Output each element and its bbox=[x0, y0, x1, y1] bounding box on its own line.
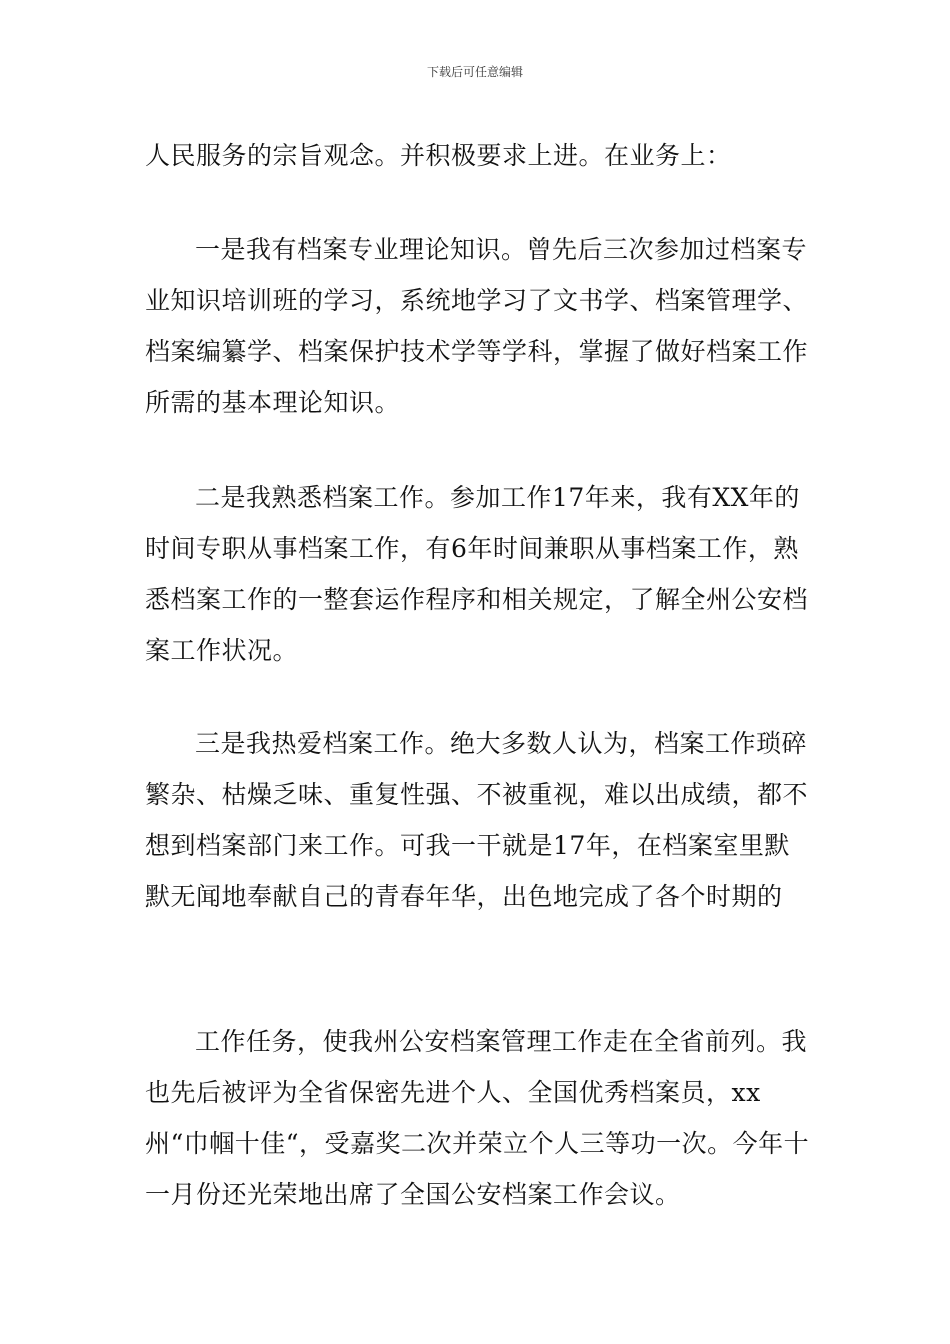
paragraph-familiar-work: 二是我熟悉档案工作。参加工作17年来，我有XX年的时间专职从事档案工作，有6年时间兼职从事档案工作，熟悉档案工作的一整套运作程序和相关规定，了解全州公安档案工作状况。 bbox=[145, 483, 809, 665]
paragraph-professional-knowledge: 一是我有档案专业理论知识。曾先后三次参加过档案专业知识培训班的学习，系统地学习了文书学、档案管理学、档案编纂学、档案保护技术学等学科，掌握了做好档案工作所需的基本理论知识。 bbox=[145, 235, 809, 417]
page-header: 下载后可任意编辑 bbox=[426, 65, 523, 79]
paragraph-continuation: 人民服务的宗旨观念。并积极要求上进。在业务上： bbox=[145, 141, 732, 170]
paragraph-achievements: 工作任务，使我州公安档案管理工作走在全省前列。我也先后被评为全省保密先进个人、全国优秀档案员，xx州“巾帼十佳“，受嘉奖二次并荣立个人三等功一次。今年十一月份还光荣地出席了全国公安档案工作会议。 bbox=[145, 1027, 810, 1209]
paragraph-love-work: 三是我热爱档案工作。绝大多数人认为，档案工作琐碎繁杂、枯燥乏味、重复性强、不被重视，难以出成绩，都不想到档案部门来工作。可我一干就是17年，在档案室里默默无闻地奉献自己的青春年华，出色地完成了各个时期的 bbox=[145, 729, 809, 911]
